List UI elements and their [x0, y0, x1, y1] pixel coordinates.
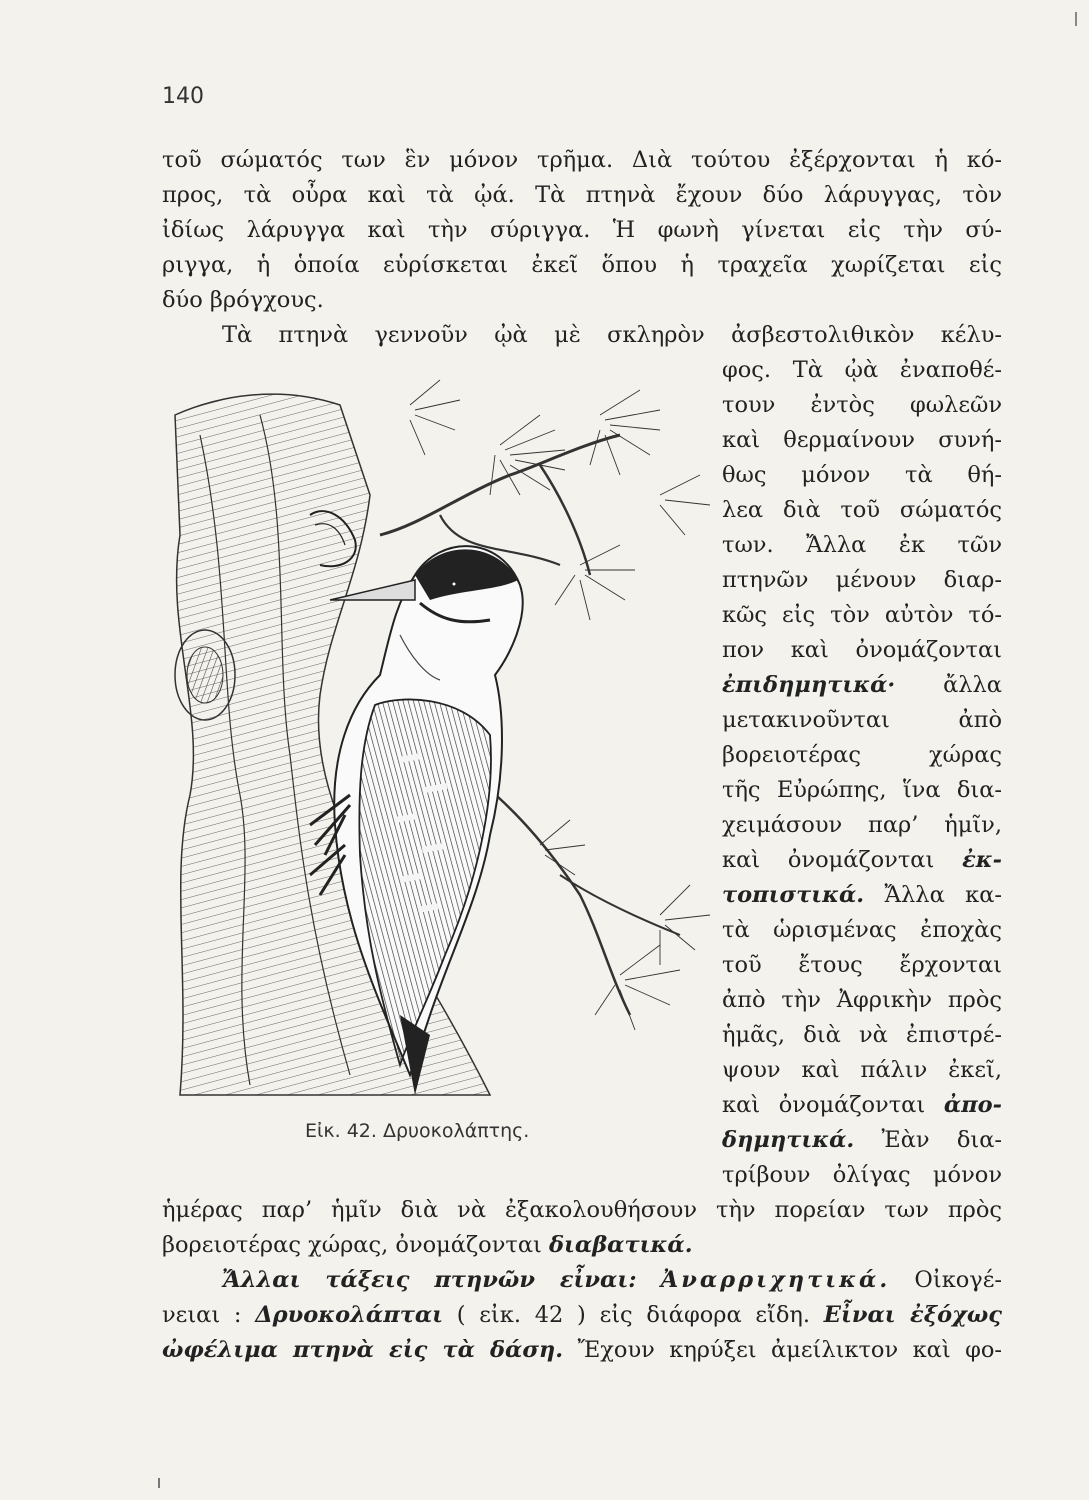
column-line	[722, 1090, 1002, 1120]
column-line: θως μόνον τὰ θή-	[722, 462, 1002, 488]
column-line: τῆς Εὐρώπης, ἵνα δια-	[722, 777, 1002, 803]
text-line: ἰδίως λάρυγγα καὶ τὴν σύριγγα. Ἡ φωνὴ γίνεται εἰς τὴν σύ-	[162, 217, 1002, 243]
emphasis-text: ὠφέλιμα πτηνὰ εἰς τὰ δάση.	[162, 1337, 564, 1363]
scan-mark	[1075, 12, 1077, 26]
column-line: κῶς εἰς τὸν αὐτὸν τό-	[722, 602, 1002, 628]
term-apodimitika-start: ἀπο-	[943, 1092, 1002, 1118]
column-line: χειμάσουν παρ’ ἡμῖν,	[722, 812, 1002, 838]
text-line	[162, 1230, 693, 1260]
column-line: ψουν καὶ πάλιν ἐκεῖ,	[722, 1057, 1002, 1083]
column-line	[722, 845, 1002, 875]
column-fragment: ἄλλα	[943, 672, 1002, 698]
text-line	[222, 1265, 1002, 1295]
text-line: ριγγα, ἡ ὁποία εὑρίσκεται ἐκεῖ ὅπου ἡ τραχεῖα χωρίζεται εἰς	[162, 252, 1002, 278]
woodpecker-illustration	[160, 375, 715, 1105]
column-fragment: Ἐὰν δια-	[881, 1127, 1002, 1153]
column-line: βορειοτέρας χώρας	[722, 742, 1002, 768]
column-line: τοῦ ἔτους ἔρχονται	[722, 952, 1002, 978]
term-anarrichitika: Ἀναρριχητικά.	[660, 1267, 891, 1293]
text-line: δύο βρόγχους.	[162, 287, 324, 313]
column-fragment: καὶ ὀνομάζονται	[722, 847, 935, 873]
column-fragment: Ἄλλα κα-	[884, 882, 1002, 908]
text-fragment: ( εἰκ. 42 ) εἰς διάφορα εἴδη.	[456, 1302, 811, 1328]
column-line: καὶ θερμαίνουν συνή-	[722, 427, 1002, 453]
emphasis-text: Εἶναι ἐξόχως	[823, 1302, 1002, 1328]
term-ektopistika-end: τοπιστικά.	[722, 882, 865, 908]
term-ektopistika-start: ἐκ-	[962, 847, 1002, 873]
column-line: πον καὶ ὀνομάζονται	[722, 637, 1002, 663]
term-epidimitika: ἐπιδημητικά·	[722, 672, 896, 698]
column-line: φος. Τὰ ᾠὰ ἐναποθέ-	[722, 357, 1002, 383]
column-line: τρίβουν ὀλίγας μόνον	[722, 1162, 1002, 1188]
column-line	[722, 880, 1002, 910]
text-line: προς, τὰ οὖρα καὶ τὰ ᾠά. Τὰ πτηνὰ ἔχουν δύο λάρυγγας, τὸν	[162, 182, 1002, 208]
text-line: Τὰ πτηνὰ γεννοῦν ᾠὰ μὲ σκληρὸν ἀσβεστολιθικὸν κέλυ-	[222, 322, 1002, 348]
para3-heading: Ἄλλαι τάξεις πτηνῶν εἶναι:	[222, 1267, 637, 1293]
text-fragment: Οἰκογέ-	[914, 1267, 1003, 1293]
text-line	[162, 1335, 1002, 1365]
text-line	[162, 1300, 1002, 1330]
term-dryokolaptai: Δρυοκολάπται	[255, 1302, 444, 1328]
column-line	[722, 1125, 1002, 1155]
column-line: των. Ἄλλα ἐκ τῶν	[722, 532, 1002, 558]
text-line: τοῦ σώματός των ἓν μόνον τρῆμα. Διὰ τούτου ἐξέρχονται ἡ κό-	[162, 147, 1002, 173]
page-number: 140	[162, 84, 204, 109]
text-fragment: Ἔχουν κηρύξει ἀμείλικτον καὶ φο-	[577, 1337, 1003, 1363]
woodpecker-figure	[160, 375, 715, 1105]
text-fragment: νειαι :	[162, 1302, 242, 1328]
figure-caption: Εἰκ. 42. Δρυοκολάπτης.	[305, 1120, 530, 1142]
text-line: ἡμέρας παρ’ ἡμῖν διὰ νὰ ἐξακολουθήσουν τὴν πορείαν των πρὸς	[162, 1197, 1002, 1223]
column-line: πτηνῶν μένουν διαρ-	[722, 567, 1002, 593]
column-line: τουν ἐντὸς φωλεῶν	[722, 392, 1002, 418]
column-line: ἡμᾶς, διὰ νὰ ἐπιστρέ-	[722, 1022, 1002, 1048]
term-diavatika: διαβατικά.	[549, 1232, 693, 1258]
column-line	[722, 670, 1002, 700]
column-fragment: καὶ ὀνομάζονται	[722, 1092, 926, 1118]
column-line: λεα διὰ τοῦ σώματός	[722, 497, 1002, 523]
text-fragment: βορειοτέρας χώρας, ὀνομάζονται	[162, 1232, 542, 1258]
column-line: μετακινοῦνται ἀπὸ	[722, 707, 1002, 733]
term-apodimitika-end: δημητικά.	[722, 1127, 855, 1153]
column-line: τὰ ὡρισμένας ἐποχὰς	[722, 917, 1002, 943]
column-line: ἀπὸ τὴν Ἀφρικὴν πρὸς	[722, 987, 1002, 1013]
scan-mark	[158, 1478, 160, 1488]
